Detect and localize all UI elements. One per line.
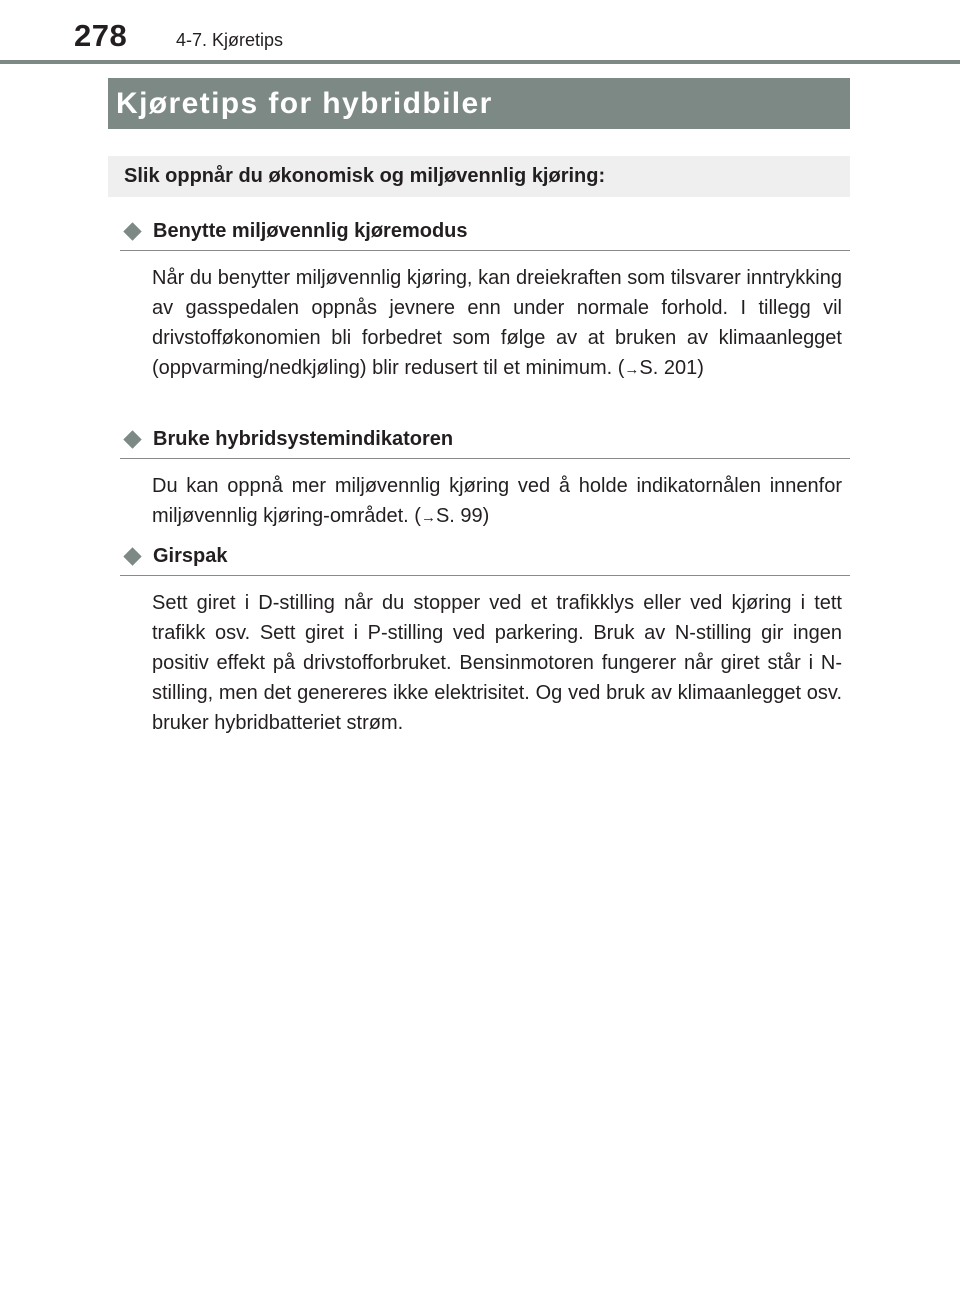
section-title: Benytte miljøvennlig kjøremodus xyxy=(153,219,468,242)
page-title: Kjøretips for hybridbiler xyxy=(116,86,493,120)
section-body xyxy=(152,471,842,533)
page-reference-link[interactable]: S. 99) xyxy=(435,505,490,527)
section-heading xyxy=(120,541,850,576)
body-text: Sett giret i D-stilling når du stopper ved et trafikklys eller ved kjøring i tett trafikk osv. Sett giret i P-stilling ved parkering. Bruk av N-stilling gir ingen positiv effekt på drivstofforbruket. Bensinmotoren fungerer når giret står i N-stilling, men det genereres ikke elektrisitet. Og ved bruk av klimaanlegget osv. bruker hybridbatteriet strøm. xyxy=(152,592,842,734)
reference-arrow-icon: → xyxy=(420,509,436,526)
section-title: Bruke hybridsystemindikatoren xyxy=(153,427,454,450)
section-gear-lever xyxy=(120,541,850,738)
page-number: 278 xyxy=(74,18,128,53)
body-text: Når du benytter miljøvennlig kjøring, kan dreiekraften som tilsvarer inntrykking av gasspedalen oppnås jevnere enn under normale forhold. I tillegg vil drivstofføkonomien bli forbedret som følge av at bruken av klimaanlegget (oppvarming/nedkjøling) blir redusert til et minimum. ( xyxy=(152,267,842,379)
reference-arrow-icon: → xyxy=(624,361,640,378)
diamond-bullet-icon xyxy=(123,222,141,240)
section-body xyxy=(152,263,842,385)
section-body xyxy=(152,588,842,738)
header-divider xyxy=(0,60,960,64)
intro-text: Slik oppnår du økonomisk og miljøvennlig kjøring: xyxy=(124,165,606,187)
intro-box xyxy=(108,156,850,197)
running-head: 4-7. Kjøretips xyxy=(176,30,284,50)
title-bar xyxy=(108,78,850,129)
page-reference-link[interactable]: S. 201) xyxy=(639,357,704,379)
section-heading xyxy=(120,216,850,251)
diamond-bullet-icon xyxy=(123,547,141,565)
section-eco-mode xyxy=(120,216,850,385)
body-text: Du kan oppnå mer miljøvennlig kjøring ved å holde indikatornålen innenfor miljøvennlig kjøring-området. ( xyxy=(152,475,842,527)
section-title: Girspak xyxy=(153,544,228,567)
diamond-bullet-icon xyxy=(123,430,141,448)
section-hybrid-indicator xyxy=(120,424,850,533)
section-heading xyxy=(120,424,850,459)
